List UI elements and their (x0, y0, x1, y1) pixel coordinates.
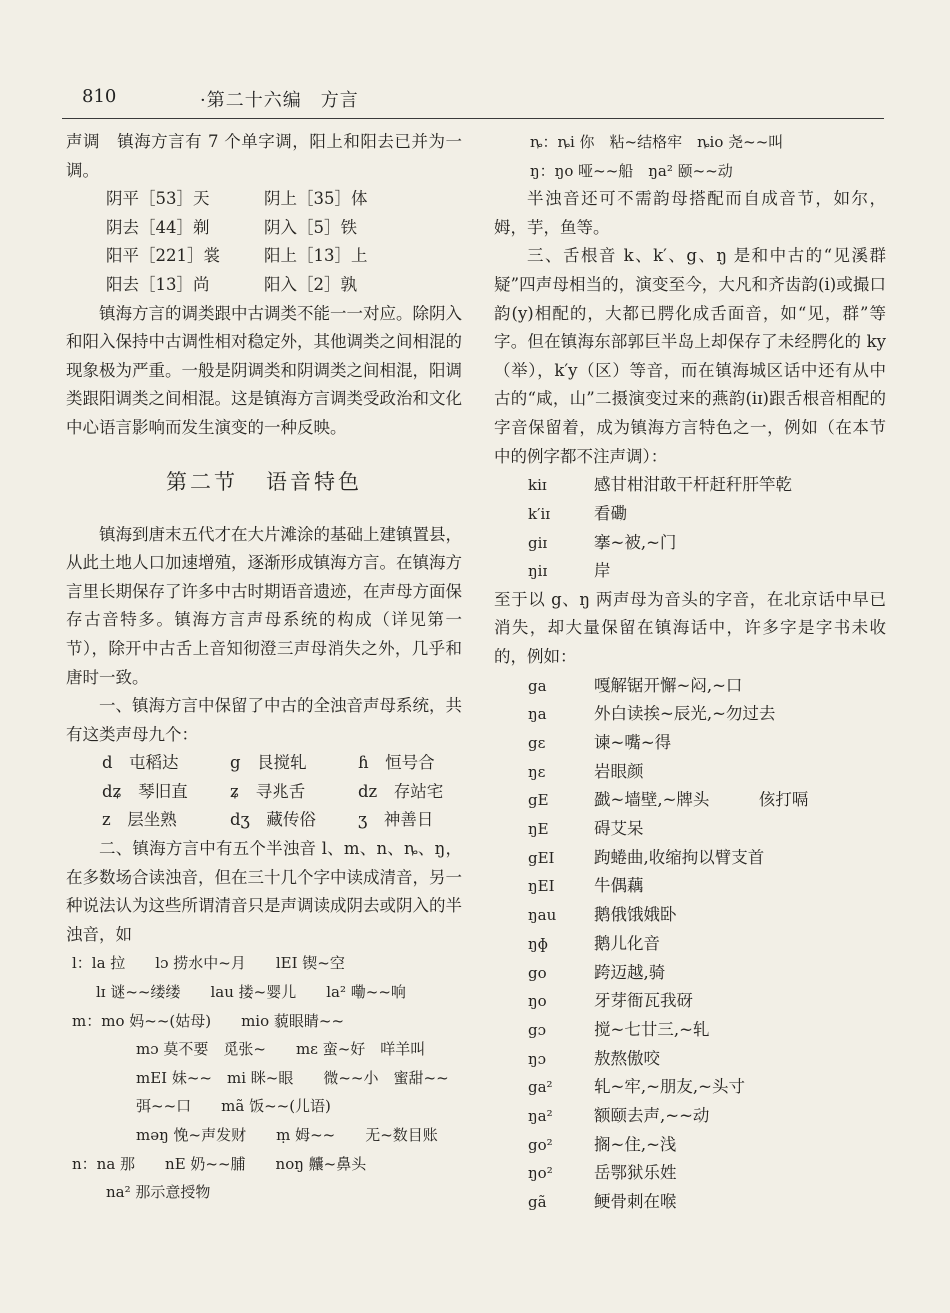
example-line: l：la 拉 lɔ 捞水中~月 lEI 锲~空 (72, 954, 345, 973)
tone-row: 阴平［53］天 阴上［35］体 (106, 189, 368, 209)
examples-list (66, 949, 462, 1206)
tone-category-paragraph: 镇海方言的调类跟中古调类不能一一对应。除阴入和阳入保持中古调性相对稳定外，其他调类之间相混的现象极为严重。一般是阴调类和阴调类之间相混，阳调类跟阳调类之间相混。这是镇海方言调类受政治和文化中心语言影响而发生演变的一种反映。 (66, 303, 462, 437)
initials-row: z 层坐熟 dʒ 藏传俗 ʒ 神善日 (102, 810, 434, 830)
example-row: gɛ 谏~嘴~得 (528, 733, 672, 753)
example-line: 弭~~口 mã 饭~~(儿语) (136, 1097, 331, 1116)
example-row: gã 鲠骨刺在喉 (528, 1192, 677, 1212)
example-row: go² 搁~住,~浅 (528, 1134, 677, 1154)
example-row: ŋiɪ 岸 (528, 561, 611, 581)
example-row: k′iɪ 看磡 (528, 503, 627, 523)
example-row: ŋo² 岳鄂狱乐姓 (528, 1163, 677, 1183)
example-line: məŋ 悗~声发财 ṃ 姆~~ 无~数目账 (136, 1126, 438, 1144)
g-ng-paragraph: 至于以 g、ŋ 两声母为音头的字音，在北京话中早已消失，却大量保留在镇海话中，许多字是字书未收的，例如： (494, 589, 886, 667)
example-row: ŋau 鹅俄饿娥卧 (528, 905, 677, 925)
nasal-examples (494, 128, 886, 185)
example-row: kiɪ 感甘柑泔敢干杆赶秆肝竿乾 (528, 475, 792, 495)
running-title: ·第二十六编 方言 (200, 90, 359, 111)
example-row: ŋE 碍艾呆 (528, 819, 644, 839)
example-row: ga² 轧~牢,~朋友,~头寸 (528, 1077, 745, 1097)
example-row: gɔ 搅~七廿三,~轧 (528, 1019, 710, 1039)
initials-row: dʑ 琴旧直 ʑ 寻兆舌 dz 存站宅 (102, 781, 444, 801)
example-line: m：mo 妈~~(姑母) mio 藐眼睛~~ (72, 1011, 345, 1030)
velar-paragraph: 三、舌根音 k、k′、g、ŋ 是和中古的“见溪群疑”四声母相当的，演变至今，大凡和齐齿韵(i)或撮口韵(y)相配的，大都已腭化成舌面音，如“见，群”等字。但在镇海东部郭巨半岛上却保存了未经腭化的 ky（举），k′y（区）等音，而在镇海城区话中还有从中古的“咸，山”二摄演变过来的燕韵(iɪ)跟舌根音相配的字音保留着，成为镇海方言特色之一，例如（在本节中的例字都不注声调）： (494, 246, 886, 466)
example-line: lɪ 谜~~缕缕 lau 搂~婴儿 la² 嘞~~响 (96, 983, 406, 1002)
example-row: ŋEI 牛偶藕 (528, 876, 644, 896)
tone-table (66, 185, 462, 299)
example-row: go 跨迈越,骑 (528, 962, 666, 982)
page-number: 810 (82, 86, 117, 107)
tone-row: 阴去［44］剃 阴入［5］铁 (106, 217, 357, 237)
example-line: ŋ：ŋo 哑~~船 ŋa² 颐~~动 (530, 161, 733, 180)
example-row: ŋo 牙芽衙瓦我砑 (528, 991, 693, 1011)
example-line: na² 那示意授物 (106, 1183, 211, 1202)
left-column (66, 128, 462, 1207)
page-header (62, 86, 882, 116)
syllabic-paragraph: 半浊音还可不需韵母搭配而自成音节，如尔，姆，芋，鱼等。 (494, 189, 886, 237)
g-ng-examples (494, 672, 886, 1217)
tone-row: 阳平［221］裳 阳上［13］上 (106, 246, 368, 266)
example-line: mɔ 莫不要 觅张~ mɛ 蛮~好 咩羊叫 (136, 1040, 426, 1059)
example-row: ga 嘎解锯开懈~闷,~口 (528, 675, 743, 695)
example-row: ŋɔ 敖熬傲咬 (528, 1048, 660, 1068)
example-line: ȵ：ȵi 你 粘~结格牢 ȵio 尧~~叫 (530, 133, 784, 151)
example-row: ŋa² 额颐去声,~~动 (528, 1105, 710, 1125)
voiced-initials-paragraph: 一、镇海方言中保留了中古的全浊音声母系统，共有这类声母九个： (66, 696, 462, 744)
header-rule (62, 118, 884, 119)
semi-voiced-paragraph: 二、镇海方言中有五个半浊音 l、m、n、ȵ、ŋ，在多数场合读浊音，但在三十几个字中读成清音，另一种说法认为这些所谓清音只是声调读成阴去或阴入的半浊音，如 (66, 839, 462, 944)
example-row: gEI 跔蜷曲,收缩拘以臂支首 (528, 847, 765, 867)
example-row: ŋa 外白读挨~辰光,~勿过去 (528, 704, 776, 724)
initials-row: d 屯稻达 g 艮搅轧 ɦ 恒号合 (102, 753, 435, 773)
tone-paragraph: 声调 镇海方言有 7 个单字调，阳上和阳去已并为一调。 (66, 132, 462, 180)
example-row: gE 戤~墙壁,~牌头 侅打嗝 (528, 790, 809, 810)
right-column (494, 128, 886, 1217)
section-title: 第二节 语音特色 (166, 469, 362, 494)
example-row: ŋɛ 岩眼颜 (528, 761, 644, 781)
initials-table (66, 749, 462, 835)
example-row: giɪ 搴~被,~门 (528, 532, 677, 552)
tone-row: 阳去［13］尚 阳入［2］孰 (106, 274, 357, 294)
history-paragraph: 镇海到唐末五代才在大片滩涂的基础上建镇置县，从此土地人口加速增殖，逐渐形成镇海方言。在镇海方言里长期保存了许多中古时期语音遗迹，在声母方面保存古音特多。镇海方言声母系统的构成（详见第一节），除开中古舌上音知彻澄三声母消失之外，几乎和唐时一致。 (66, 524, 462, 687)
velar-examples (494, 471, 886, 586)
example-line: mEI 妹~~ mi 眯~眼 微~~小 蜜甜~~ (136, 1068, 449, 1087)
example-row: ŋɸ 鹅儿化音 (528, 933, 660, 953)
example-line: n：na 那 nE 奶~~脯 noŋ 齉~鼻头 (72, 1154, 367, 1173)
